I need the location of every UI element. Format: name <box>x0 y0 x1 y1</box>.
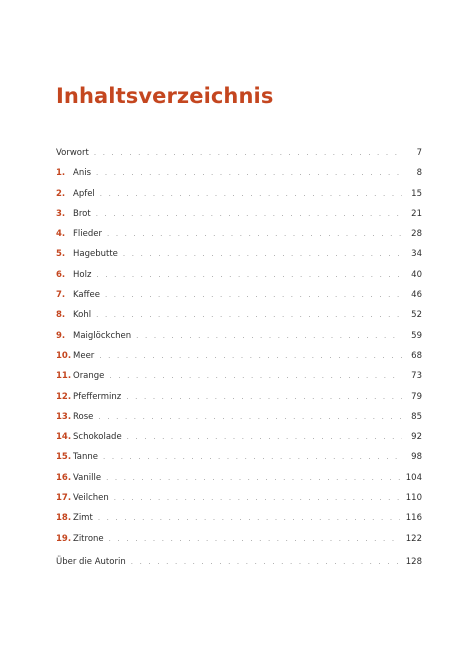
toc-chapter[interactable] <box>56 427 422 447</box>
toc-chapter[interactable] <box>56 346 422 366</box>
toc-page-number: 7 <box>416 148 422 158</box>
toc-entry-label: Tanne <box>73 452 98 463</box>
toc-entry-label: Zimt <box>73 513 93 524</box>
toc-chapter[interactable] <box>56 163 422 183</box>
toc-page-number: 128 <box>405 556 422 567</box>
toc-chapter-number: 18. <box>56 513 72 524</box>
toc-dot-leader <box>94 143 402 163</box>
toc-page-number: 40 <box>411 269 422 280</box>
toc-dot-leader <box>109 529 400 549</box>
toc-page-number: 73 <box>411 371 422 382</box>
toc-page-number: 85 <box>411 411 422 422</box>
toc-chapter-number: 14. <box>56 432 72 443</box>
toc-dot-leader <box>100 184 402 204</box>
toc-page-number: 116 <box>405 513 422 524</box>
toc-entry-label: Pfefferminz <box>73 391 122 402</box>
toc-entry-label: Schokolade <box>73 432 122 443</box>
toc-page-number: 21 <box>411 208 422 219</box>
toc-chapter[interactable] <box>56 366 422 386</box>
toc-dot-leader <box>103 447 402 467</box>
toc-chapter-number: 4. <box>56 229 66 240</box>
toc-chapter[interactable] <box>56 285 422 305</box>
toc-chapter-number: 17. <box>56 493 72 504</box>
toc-chapter-number: 12. <box>56 391 72 402</box>
toc-page-number: 8 <box>416 168 422 179</box>
toc-chapter-number: 8. <box>56 310 66 321</box>
toc-entry-label: Kohl <box>73 310 92 321</box>
toc-chapter-number: 5. <box>56 249 66 260</box>
toc-page-number: 104 <box>405 472 422 483</box>
toc-dot-leader <box>96 265 402 285</box>
toc-dot-leader <box>96 204 402 224</box>
toc-chapter[interactable] <box>56 447 422 467</box>
toc-chapter[interactable] <box>56 326 422 346</box>
toc-chapter[interactable] <box>56 387 422 407</box>
toc-chapter-number: 1. <box>56 168 66 179</box>
toc-dot-leader <box>107 224 402 244</box>
toc-chapter[interactable] <box>56 224 422 244</box>
toc-chapter-number: 11. <box>56 371 72 382</box>
toc-chapter-number: 7. <box>56 290 66 301</box>
toc-chapter-number: 9. <box>56 330 66 341</box>
toc-page-number: 34 <box>411 249 422 260</box>
toc-page-number: 122 <box>405 533 422 544</box>
toc-chapter[interactable] <box>56 244 422 264</box>
toc-dot-leader <box>96 163 402 183</box>
toc-chapter-number: 13. <box>56 411 72 422</box>
toc-entry-label: Meer <box>73 350 95 361</box>
toc-entry-label: Über die Autorin <box>56 556 126 567</box>
toc-chapter[interactable] <box>56 265 422 285</box>
toc-entry-label: Vanille <box>73 472 102 483</box>
toc-chapter[interactable] <box>56 488 422 508</box>
page-title: Inhaltsverzeichnis <box>56 84 274 108</box>
toc-dot-leader <box>99 346 402 366</box>
toc-dot-leader <box>114 488 400 508</box>
toc-chapter[interactable] <box>56 305 422 325</box>
toc-chapter-number: 6. <box>56 269 66 280</box>
toc-entry-label: Vorwort <box>56 148 89 158</box>
toc-page-number: 68 <box>411 350 422 361</box>
toc-chapter-number: 15. <box>56 452 72 463</box>
toc-entry-label: Kaffee <box>73 290 100 301</box>
toc-dot-leader <box>96 305 402 325</box>
toc-dot-leader <box>126 387 402 407</box>
toc-entry-label: Zitrone <box>73 533 104 544</box>
toc-chapter-number: 3. <box>56 208 66 219</box>
toc-dot-leader <box>98 508 400 528</box>
toc-dot-leader <box>106 468 400 488</box>
toc-chapter[interactable] <box>56 407 422 427</box>
toc-page-number: 28 <box>411 229 422 240</box>
toc-entry-vorwort[interactable] <box>56 143 422 163</box>
table-of-contents <box>56 143 422 572</box>
toc-entry-label: Holz <box>73 269 92 280</box>
toc-dot-leader <box>98 407 402 427</box>
toc-chapter-number: 10. <box>56 350 72 361</box>
toc-entry-label: Apfel <box>73 188 95 199</box>
toc-page-number: 110 <box>405 493 422 504</box>
toc-entry-label: Brot <box>73 208 91 219</box>
toc-page-number: 46 <box>411 290 422 301</box>
toc-entry-label: Orange <box>73 371 105 382</box>
toc-entry-label: Flieder <box>73 229 102 240</box>
toc-chapter-number: 19. <box>56 533 72 544</box>
toc-entry-label: Veilchen <box>73 493 109 504</box>
toc-chapter[interactable] <box>56 204 422 224</box>
toc-page-number: 98 <box>411 452 422 463</box>
toc-dot-leader <box>127 427 402 447</box>
toc-dot-leader <box>109 366 402 386</box>
toc-page-number: 92 <box>411 432 422 443</box>
toc-page-number: 15 <box>411 188 422 199</box>
toc-chapter[interactable] <box>56 508 422 528</box>
toc-entry-label: Rose <box>73 411 94 422</box>
toc-chapter-number: 2. <box>56 188 66 199</box>
toc-page-number: 79 <box>411 391 422 402</box>
toc-dot-leader <box>131 552 400 572</box>
toc-entry-ueber-die-autorin[interactable] <box>56 552 422 572</box>
toc-entry-label: Hagebutte <box>73 249 118 260</box>
toc-dot-leader <box>105 285 402 305</box>
toc-chapter-number: 16. <box>56 472 72 483</box>
toc-entry-label: Anis <box>73 168 91 179</box>
toc-chapter[interactable] <box>56 529 422 549</box>
toc-dot-leader <box>123 244 402 264</box>
toc-dot-leader <box>136 326 402 346</box>
toc-page-number: 52 <box>411 310 422 321</box>
toc-entry-label: Maiglöckchen <box>73 330 132 341</box>
toc-page-number: 59 <box>411 330 422 341</box>
toc-chapter[interactable] <box>56 468 422 488</box>
toc-chapter[interactable] <box>56 184 422 204</box>
